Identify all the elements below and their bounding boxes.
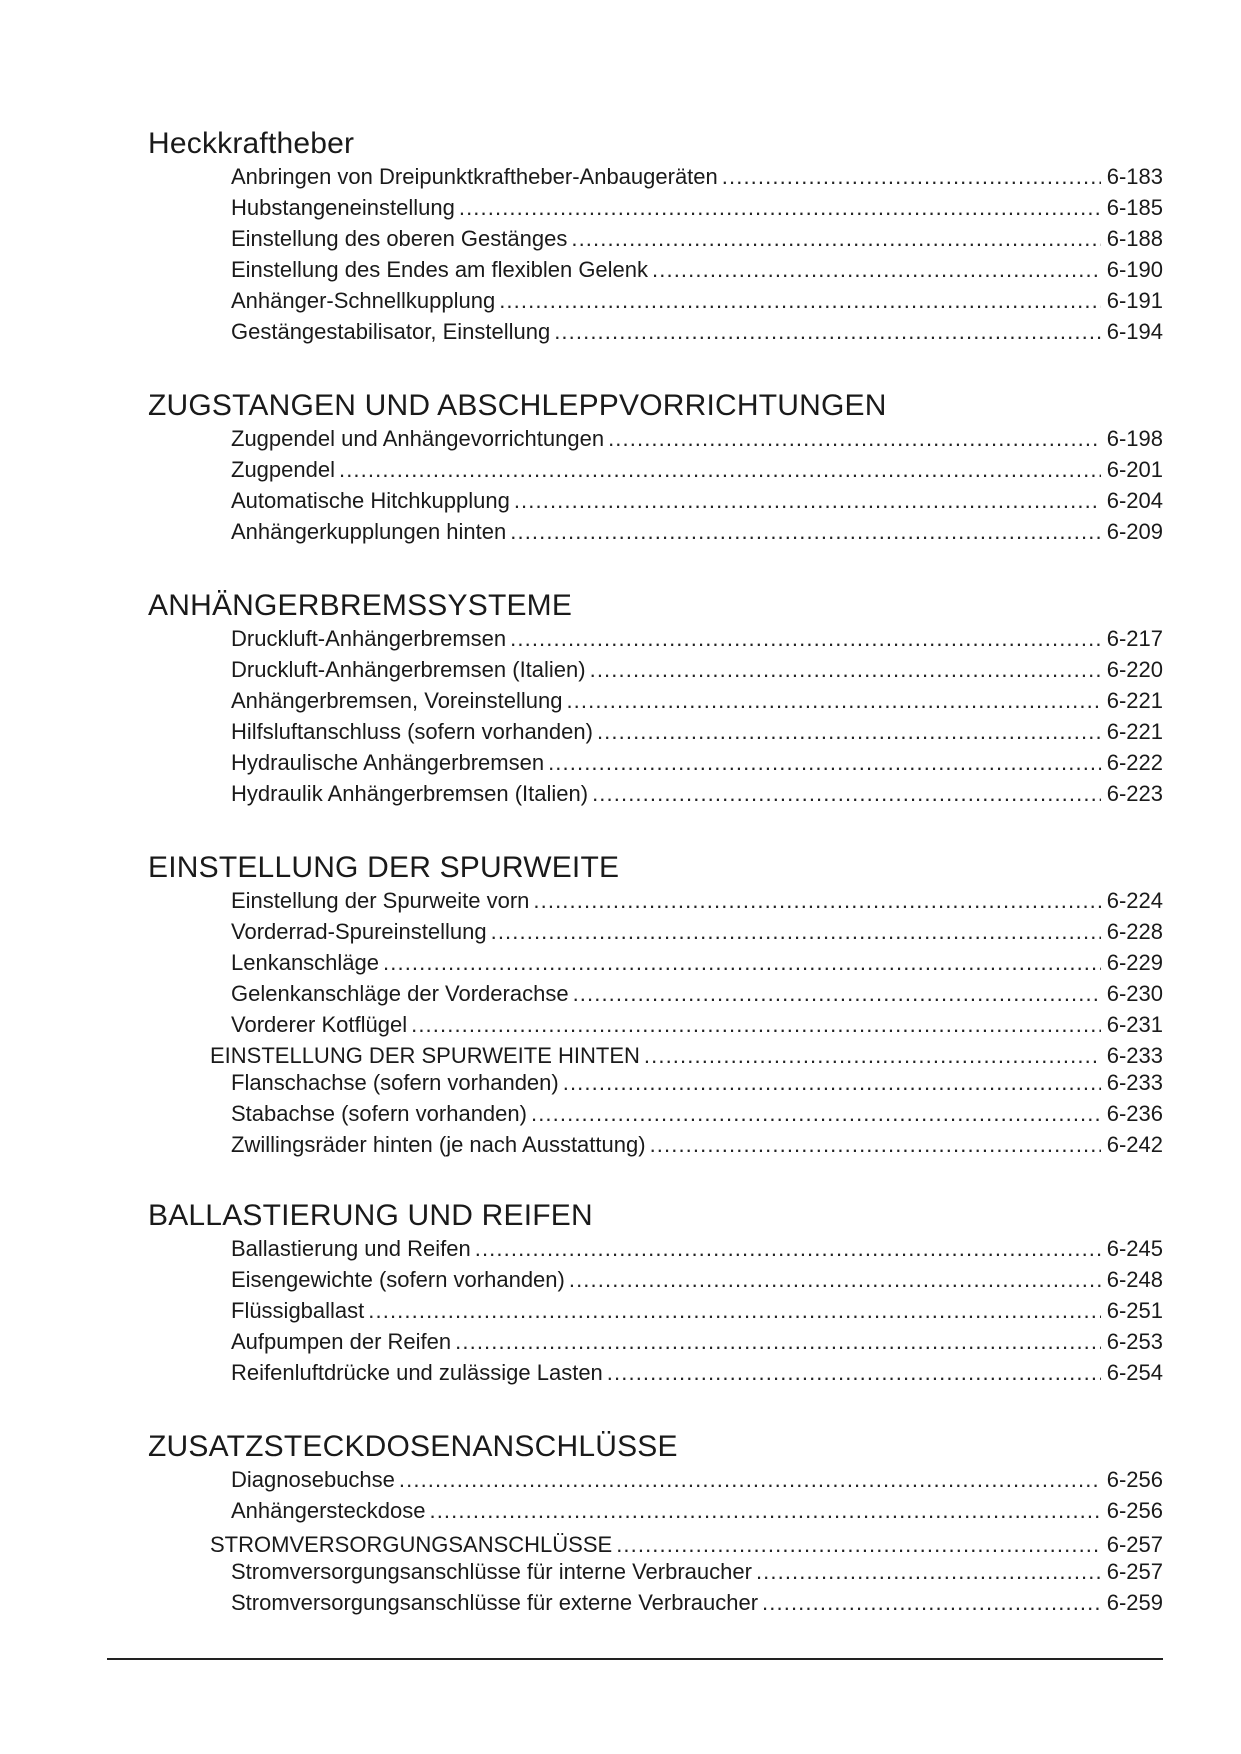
toc-entry[interactable] bbox=[231, 622, 1163, 652]
dot-leader bbox=[608, 426, 1101, 452]
dot-leader bbox=[554, 319, 1101, 345]
toc-entry-text: Diagnosebuchse bbox=[231, 1467, 395, 1492]
toc-entry-text: Flanschachse (sofern vorhanden) bbox=[231, 1070, 559, 1095]
toc-entry-text: Druckluft-Anhängerbremsen (Italien) bbox=[231, 657, 586, 682]
toc-entry-text: Stromversorgungsanschlüsse für interne Verbraucher bbox=[231, 1559, 752, 1584]
toc-entry-text: Anhängersteckdose bbox=[231, 1498, 426, 1523]
dot-leader bbox=[411, 1012, 1101, 1038]
toc-entry-text: Anhänger-Schnellkupplung bbox=[231, 288, 496, 313]
section-title: ANHÄNGERBREMSSYSTEME bbox=[148, 589, 573, 622]
toc-entry[interactable] bbox=[231, 1128, 1163, 1158]
dot-leader bbox=[607, 1360, 1101, 1386]
toc-entry[interactable] bbox=[231, 1066, 1163, 1096]
toc-entry-page: 6-231 bbox=[1106, 1012, 1163, 1037]
toc-entry-page: 6-251 bbox=[1106, 1298, 1163, 1323]
toc-entry-page: 6-230 bbox=[1106, 981, 1163, 1006]
toc-entry[interactable] bbox=[231, 884, 1163, 914]
dot-leader bbox=[533, 888, 1100, 914]
footer-divider bbox=[107, 1658, 1163, 1660]
toc-entry[interactable] bbox=[231, 1097, 1163, 1127]
toc-entry-text: Anhängerkupplungen hinten bbox=[231, 519, 507, 544]
toc-entry[interactable] bbox=[231, 284, 1163, 314]
toc-entry-page: 6-201 bbox=[1106, 457, 1163, 482]
toc-entry-text: Anbringen von Dreipunktkraftheber-Anbaugeräten bbox=[231, 164, 718, 189]
toc-entry-page: 6-245 bbox=[1106, 1236, 1163, 1261]
toc-entry-text: Stromversorgungsanschlüsse für externe Verbraucher bbox=[231, 1590, 759, 1615]
toc-entry[interactable] bbox=[231, 977, 1163, 1007]
toc-entry[interactable] bbox=[231, 453, 1163, 483]
toc-entry[interactable] bbox=[231, 1555, 1163, 1585]
toc-entry-text: Einstellung des Endes am flexiblen Gelenk bbox=[231, 257, 649, 282]
toc-subheading-entry[interactable] bbox=[210, 1039, 1163, 1069]
section-title: ZUSATZSTECKDOSENANSCHLÜSSE bbox=[148, 1430, 678, 1463]
toc-entry-page: 6-257 bbox=[1106, 1559, 1163, 1584]
toc-entry-page: 6-254 bbox=[1106, 1360, 1163, 1385]
dot-leader bbox=[571, 226, 1100, 252]
dot-leader bbox=[491, 919, 1101, 945]
toc-entry[interactable] bbox=[231, 422, 1163, 452]
dot-leader bbox=[548, 750, 1101, 776]
toc-entry-page: 6-198 bbox=[1106, 426, 1163, 451]
dot-leader bbox=[590, 657, 1101, 683]
toc-entry-page: 6-190 bbox=[1106, 257, 1163, 282]
toc-entry-page: 6-233 bbox=[1106, 1070, 1163, 1095]
dot-leader bbox=[510, 626, 1101, 652]
toc-entry-text: Hydraulische Anhängerbremsen bbox=[231, 750, 545, 775]
dot-leader bbox=[762, 1590, 1101, 1616]
toc-entry[interactable] bbox=[231, 1325, 1163, 1355]
toc-entry-page: 6-259 bbox=[1106, 1590, 1163, 1615]
toc-entry-page: 6-194 bbox=[1106, 319, 1163, 344]
toc-entry-page: 6-229 bbox=[1106, 950, 1163, 975]
toc-entry-page: 6-185 bbox=[1106, 195, 1163, 220]
toc-entry[interactable] bbox=[231, 915, 1163, 945]
dot-leader bbox=[573, 981, 1101, 1007]
toc-entry-page: 6-220 bbox=[1106, 657, 1163, 682]
toc-entry-page: 6-191 bbox=[1106, 288, 1163, 313]
toc-entry-text: Stabachse (sofern vorhanden) bbox=[231, 1101, 527, 1126]
toc-entry-text: Zugpendel bbox=[231, 457, 335, 482]
dot-leader bbox=[339, 457, 1101, 483]
dot-leader bbox=[399, 1467, 1101, 1493]
toc-entry[interactable] bbox=[231, 1263, 1163, 1293]
toc-entry-page: 6-242 bbox=[1106, 1132, 1163, 1157]
toc-entry-text: Anhängerbremsen, Voreinstellung bbox=[231, 688, 563, 713]
toc-entry[interactable] bbox=[231, 191, 1163, 221]
toc-entry[interactable] bbox=[231, 715, 1163, 745]
dot-leader bbox=[499, 288, 1101, 314]
toc-entry-page: 6-256 bbox=[1106, 1467, 1163, 1492]
toc-entry-page: 6-204 bbox=[1106, 488, 1163, 513]
toc-entry[interactable] bbox=[231, 222, 1163, 252]
toc-entry-page: 6-221 bbox=[1106, 688, 1163, 713]
toc-entry-page: 6-221 bbox=[1106, 719, 1163, 744]
dot-leader bbox=[592, 781, 1101, 807]
toc-entry-text: Vorderrad-Spureinstellung bbox=[231, 919, 487, 944]
toc-entry-page: 6-236 bbox=[1106, 1101, 1163, 1126]
toc-entry-page: 6-223 bbox=[1106, 781, 1163, 806]
toc-subheading-entry[interactable] bbox=[210, 1528, 1163, 1558]
dot-leader bbox=[429, 1498, 1100, 1524]
toc-entry-text: Eisengewichte (sofern vorhanden) bbox=[231, 1267, 565, 1292]
toc-entry-page: 6-256 bbox=[1106, 1498, 1163, 1523]
toc-entry-text: Lenkanschläge bbox=[231, 950, 380, 975]
section-title: BALLASTIERUNG UND REIFEN bbox=[148, 1199, 593, 1232]
toc-entry[interactable] bbox=[231, 1356, 1163, 1386]
toc-entry-text: EINSTELLUNG DER SPURWEITE HINTEN bbox=[210, 1043, 640, 1068]
toc-entry-text: STROMVERSORGUNGSANSCHLÜSSE bbox=[210, 1532, 613, 1557]
toc-entry-text: Automatische Hitchkupplung bbox=[231, 488, 510, 513]
toc-entry-page: 6-233 bbox=[1106, 1043, 1163, 1068]
toc-entry-text: Vorderer Kotflügel bbox=[231, 1012, 408, 1037]
toc-entry-page: 6-222 bbox=[1106, 750, 1163, 775]
toc-entry-page: 6-228 bbox=[1106, 919, 1163, 944]
toc-entry[interactable] bbox=[231, 1586, 1163, 1616]
toc-entry-text: Einstellung der Spurweite vorn bbox=[231, 888, 530, 913]
toc-entry[interactable] bbox=[231, 515, 1163, 545]
toc-entry-page: 6-253 bbox=[1106, 1329, 1163, 1354]
toc-entry-page: 6-224 bbox=[1106, 888, 1163, 913]
dot-leader bbox=[475, 1236, 1101, 1262]
toc-entry-page: 6-183 bbox=[1106, 164, 1163, 189]
toc-entry-text: Gelenkanschläge der Vorderachse bbox=[231, 981, 569, 1006]
toc-entry-text: Zwillingsräder hinten (je nach Ausstattung) bbox=[231, 1132, 646, 1157]
toc-entry[interactable] bbox=[231, 946, 1163, 976]
dot-leader bbox=[510, 519, 1100, 545]
toc-entry[interactable] bbox=[231, 1294, 1163, 1324]
dot-leader bbox=[722, 164, 1101, 190]
toc-entry[interactable] bbox=[231, 1008, 1163, 1038]
dot-leader bbox=[650, 1132, 1101, 1158]
toc-entry-page: 6-188 bbox=[1106, 226, 1163, 251]
dot-leader bbox=[652, 257, 1101, 283]
toc-entry[interactable] bbox=[231, 653, 1163, 683]
toc-entry[interactable] bbox=[231, 484, 1163, 514]
toc-entry[interactable] bbox=[231, 746, 1163, 776]
toc-entry[interactable] bbox=[231, 1494, 1163, 1524]
toc-entry-text: Flüssigballast bbox=[231, 1298, 365, 1323]
toc-entry-text: Einstellung des oberen Gestänges bbox=[231, 226, 568, 251]
toc-entry-text: Reifenluftdrücke und zulässige Lasten bbox=[231, 1360, 603, 1385]
dot-leader bbox=[531, 1101, 1101, 1127]
toc-entry-text: Ballastierung und Reifen bbox=[231, 1236, 471, 1261]
toc-entry[interactable] bbox=[231, 1232, 1163, 1262]
toc-entry-page: 6-257 bbox=[1106, 1532, 1163, 1557]
dot-leader bbox=[597, 719, 1101, 745]
toc-entry[interactable] bbox=[231, 777, 1163, 807]
toc-entry-text: Hubstangeneinstellung bbox=[231, 195, 455, 220]
toc-entry-page: 6-248 bbox=[1106, 1267, 1163, 1292]
section-title: EINSTELLUNG DER SPURWEITE bbox=[148, 851, 620, 884]
dot-leader bbox=[383, 950, 1101, 976]
toc-entry[interactable] bbox=[231, 1463, 1163, 1493]
dot-leader bbox=[455, 1329, 1101, 1355]
toc-entry-text: Aufpumpen der Reifen bbox=[231, 1329, 452, 1354]
dot-leader bbox=[563, 1070, 1101, 1096]
dot-leader bbox=[459, 195, 1101, 221]
toc-entry-text: Hilfsluftanschluss (sofern vorhanden) bbox=[231, 719, 593, 744]
toc-entry-text: Gestängestabilisator, Einstellung bbox=[231, 319, 551, 344]
toc-entry-page: 6-209 bbox=[1106, 519, 1163, 544]
section-title: ZUGSTANGEN UND ABSCHLEPPVORRICHTUNGEN bbox=[148, 389, 887, 422]
dot-leader bbox=[368, 1298, 1100, 1324]
dot-leader bbox=[756, 1559, 1101, 1585]
dot-leader bbox=[514, 488, 1101, 514]
dot-leader bbox=[569, 1267, 1101, 1293]
toc-entry-page: 6-217 bbox=[1106, 626, 1163, 651]
toc-entry[interactable] bbox=[231, 315, 1163, 345]
toc-entry[interactable] bbox=[231, 253, 1163, 283]
section-title: Heckkraftheber bbox=[148, 127, 355, 160]
toc-entry[interactable] bbox=[231, 160, 1163, 190]
toc-entry[interactable] bbox=[231, 684, 1163, 714]
dot-leader bbox=[566, 688, 1100, 714]
toc-entry-text: Hydraulik Anhängerbremsen (Italien) bbox=[231, 781, 589, 806]
toc-entry-text: Druckluft-Anhängerbremsen bbox=[231, 626, 507, 651]
toc-entry-text: Zugpendel und Anhängevorrichtungen bbox=[231, 426, 605, 451]
